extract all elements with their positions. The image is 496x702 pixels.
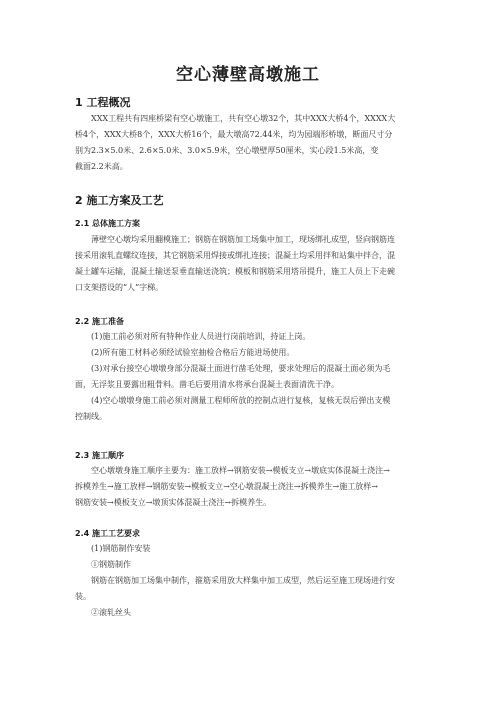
list-item-continuation: 控制线。 (75, 412, 107, 421)
section-2-1-heading: 2.1 总体施工方案 (75, 219, 140, 228)
list-item: (1)钢筋制作安装 (91, 544, 151, 553)
list-item: (4)空心墩墩身施工前必须对测量工程师所放的控制点进行复核，复核无误后弹出支模 (91, 396, 391, 405)
text-line: 口支架搭设的“人”字梯。 (75, 283, 164, 292)
sub-heading: ①钢筋制作 (91, 560, 131, 569)
text-line: 装。 (75, 592, 91, 601)
section-2-heading: 2 施工方案及工艺 (75, 194, 164, 207)
section-2-4-content (75, 541, 421, 621)
sub-heading: ②滚轧丝头 (91, 608, 131, 617)
section-2-2-heading: 2.2 施工准备 (75, 317, 124, 326)
section-2-3-heading: 2.3 施工顺序 (75, 451, 124, 460)
list-item: (2)所有施工材料必须经试验室抽检合格后方能进场使用。 (91, 348, 295, 357)
page-title: 空心薄壁高墩施工 (176, 65, 320, 85)
section-1-paragraph (75, 111, 421, 175)
section-2-3-paragraph (75, 463, 421, 511)
list-item: (1)施工前必须对所有特种作业人员进行岗前培训，持证上岗。 (91, 332, 311, 341)
text-line: XXX工程共有四座桥梁有空心墩施工，共有空心墩32个，其中XXX大桥4个，XXXX大 (91, 114, 396, 123)
section-2-4-heading: 2.4 施工工艺要求 (75, 529, 140, 538)
text-line: 凝土罐车运输，混凝土输送泵垂直输送浇筑；模板和钢筋采用塔吊提升，施工人员上下走碗 (75, 267, 395, 276)
text-line: 钢筋在钢筋加工场集中制作，箍筋采用放大样集中加工成型，然后运至施工现场进行安 (91, 576, 395, 585)
text-line: 别为2.3×5.0米、2.6×5.0米、3.0×5.9米，空心墩壁厚50厘米，实心段1.5米高，变 (75, 146, 379, 155)
text-line: 截面2.2米高。 (75, 162, 128, 171)
text-line: 空心墩墩身施工顺序主要为：施工放样→钢筋安装→模板支立→墩底实体混凝土浇注→ (91, 466, 390, 475)
text-line: 薄壁空心墩均采用翻模施工；钢筋在钢筋加工场集中加工，现场绑扎成型，竖向钢筋连 (91, 235, 395, 244)
section-2-2-list (75, 329, 421, 425)
text-line: 钢筋安装→模板支立→墩顶实体混凝土浇注→拆模养生。 (75, 498, 272, 507)
section-1-heading: 1 工程概况 (75, 96, 131, 109)
text-line: 桥4个，XXX大桥8个，XXX大桥16个，最大墩高72.44米，均为园端形桥墩，断面尺寸分 (75, 130, 393, 139)
text-line: 接采用滚轧直螺纹连接，其它钢筋采用焊接或绑扎连接；混凝土均采用拌和站集中拌合，混 (75, 251, 395, 260)
list-item: (3)对承台接空心墩墩身部分混凝土面进行凿毛处理，要求处理后的混凝土面必须为毛 (91, 364, 391, 373)
text-line: 拆模养生→施工放样→钢筋安装→模板支立→空心墩混凝土浇注→拆模养生→施工放样→ (75, 482, 378, 491)
section-2-1-paragraph (75, 232, 421, 296)
list-item-continuation: 面，无浮浆且要露出粗骨料。凿毛后要用清水将承台混凝土表面清洗干净。 (75, 380, 339, 389)
